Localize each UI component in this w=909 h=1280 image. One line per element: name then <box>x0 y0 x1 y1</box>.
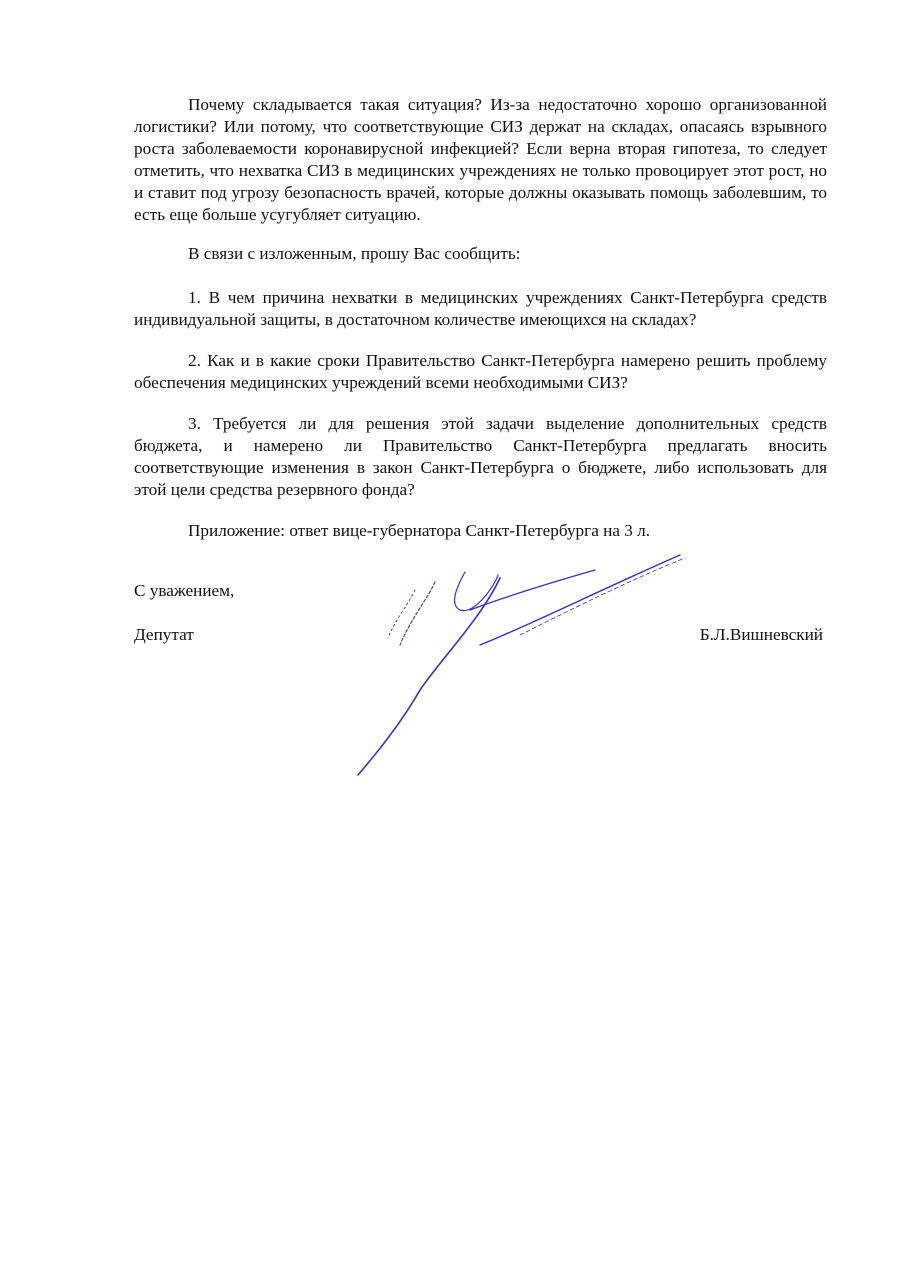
question-1: 1. В чем причина нехватки в медицинских учреждениях Санкт-Петербурга средств индивидуальной защиты, в достаточном количестве имеющихся на складах? <box>134 288 827 329</box>
handwritten-signature <box>340 550 700 790</box>
paragraph-situation: Почему складывается такая ситуация? Из-за недостаточно хорошо организованной логистики? Или потому, что соответствующие СИЗ держат на складах, опасаясь взрывного роста заболеваемости коронавирусной инфекцией? Если верна вторая гипотеза, то следует отметить, что нехватка СИЗ в медицинских учреждениях не только провоцирует этот рост, но и ставит под угрозу безопасность врачей, которые должны оказывать помощь заболевшим, то есть еще больше усугубляет ситуацию. <box>134 95 827 224</box>
attachment-note: Приложение: ответ вице-губернатора Санкт-Петербурга на 3 л. <box>188 521 651 540</box>
signer-name: Б.Л.Вишневский <box>699 625 823 644</box>
closing-salutation: С уважением, <box>134 581 235 600</box>
paragraph-request: В связи с изложенным, прошу Вас сообщить: <box>188 244 521 263</box>
signer-role: Депутат <box>134 625 194 644</box>
question-2: 2. Как и в какие сроки Правительство Санкт-Петербурга намерено решить проблему обеспечения медицинских учреждений всеми необходимыми СИЗ? <box>134 351 827 392</box>
question-3: 3. Требуется ли для решения этой задачи выделение дополнительных средств бюджета, и намерено ли Правительство Санкт-Петербурга предлагать вносить соответствующие изменения в закон Санкт-Петербурга о бюджете, либо использовать для этой цели средства резервного фонда? <box>134 414 827 499</box>
